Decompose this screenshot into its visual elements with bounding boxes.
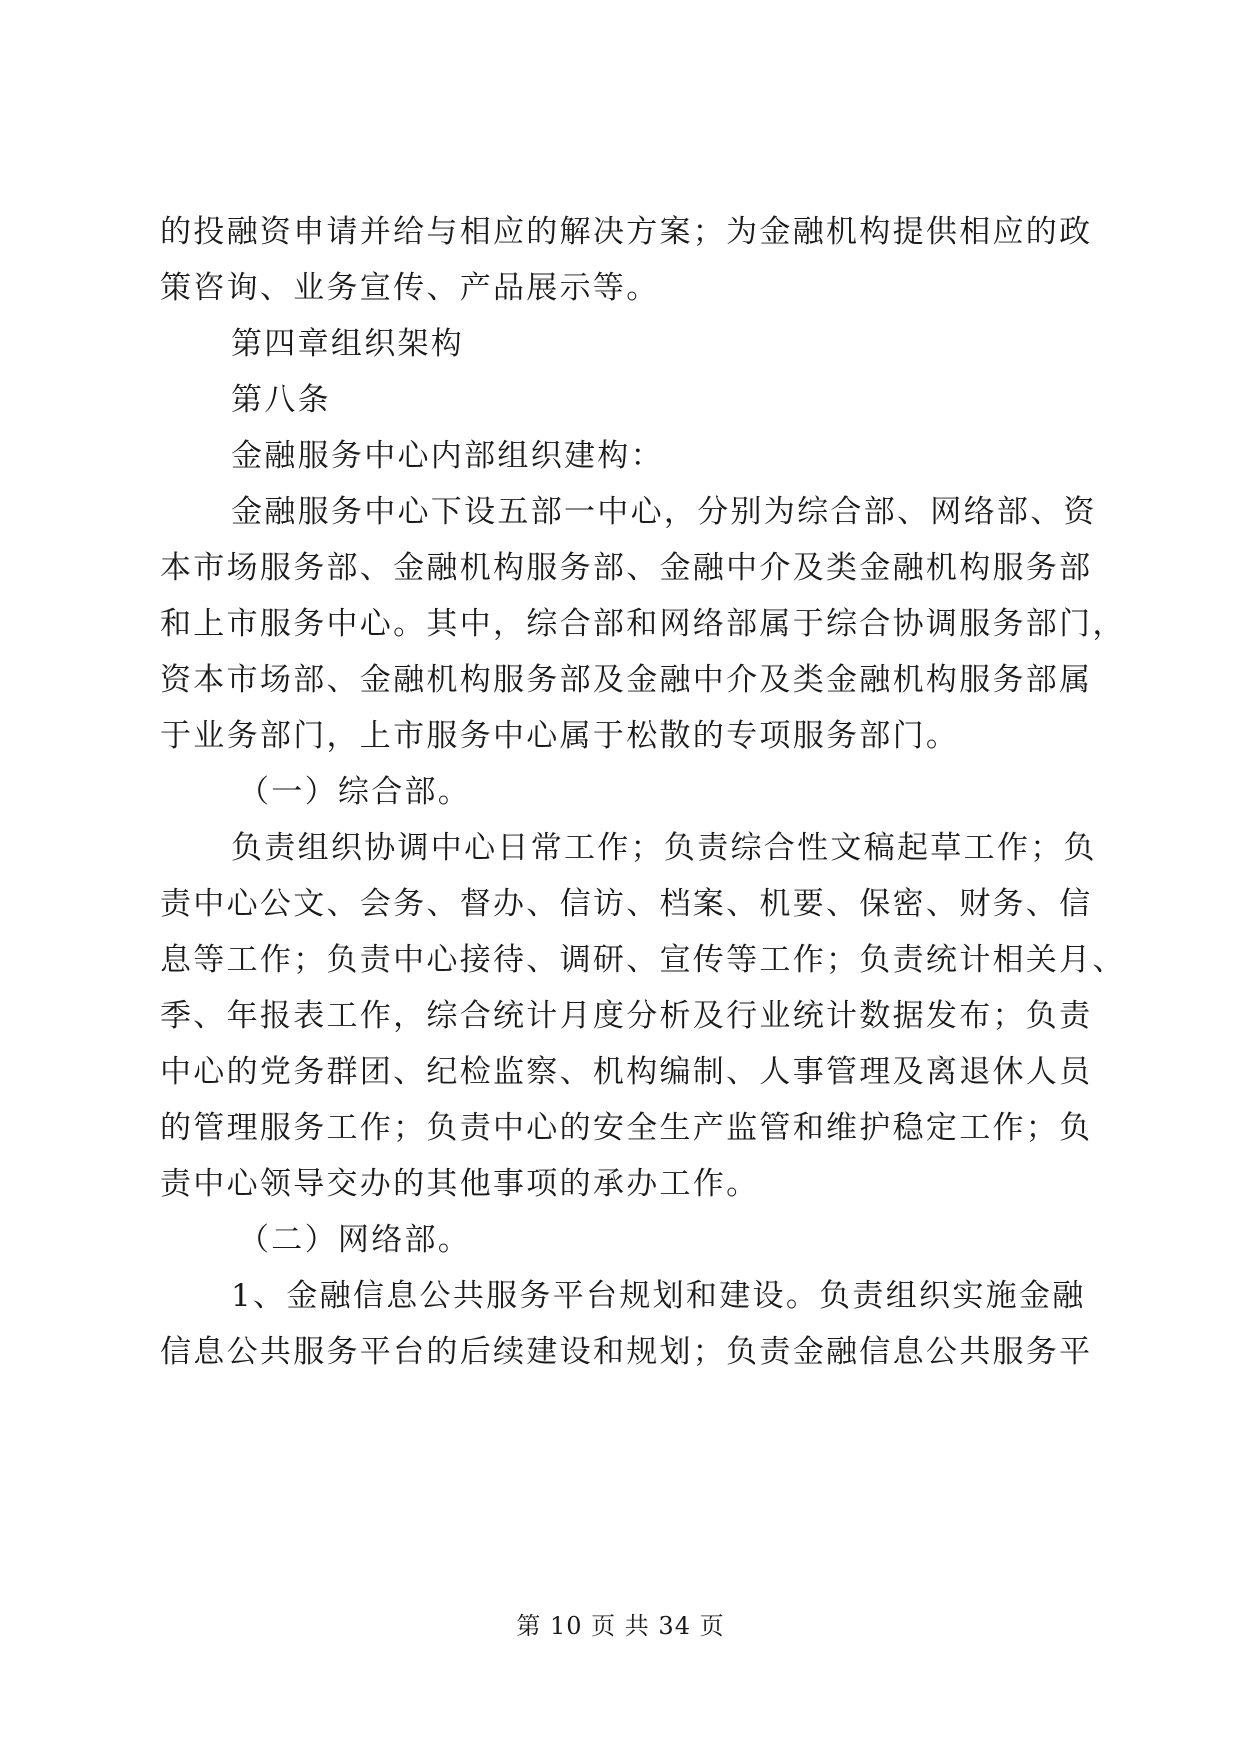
body-line: 和上市服务中心。其中，综合部和网络部属于综合协调服务部门， (160, 606, 1126, 642)
body-line: 的管理服务工作；负责中心的安全生产监管和维护稳定工作；负 (160, 1110, 1093, 1146)
body-line: 中心的党务群团、纪检监察、机构编制、人事管理及离退休人员 (160, 1054, 1093, 1090)
section-heading: （一）综合部。 (238, 774, 472, 810)
body-line: 信息公共服务平台的后续建设和规划；负责金融信息公共服务平 (160, 1334, 1093, 1370)
body-line: 季、年报表工作，综合统计月度分析及行业统计数据发布；负责 (160, 998, 1093, 1034)
body-line: 金融服务中心内部组织建构： (231, 438, 664, 474)
body-line: 责中心领导交办的其他事项的承办工作。 (160, 1166, 760, 1202)
body-line: 责中心公文、会务、督办、信访、档案、机要、保密、财务、信 (160, 886, 1093, 922)
body-line: 负责组织协调中心日常工作；负责综合性文稿起草工作；负 (231, 830, 1097, 866)
body-line: 于业务部门，上市服务中心属于松散的专项服务部门。 (160, 718, 960, 754)
page-footer: 第 10 页 共 34 页 (516, 1612, 725, 1640)
article-heading: 第八条 (231, 382, 331, 418)
section-heading: （二）网络部。 (238, 1222, 472, 1258)
chapter-heading: 第四章组织架构 (231, 326, 465, 362)
body-line: 本市场服务部、金融机构服务部、金融中介及类金融机构服务部 (160, 550, 1093, 586)
body-line: 资本市场部、金融机构服务部及金融中介及类金融机构服务部属 (160, 662, 1093, 698)
body-line: 策咨询、业务宣传、产品展示等。 (160, 270, 660, 306)
body-line: 金融服务中心下设五部一中心，分别为综合部、网络部、资 (231, 494, 1097, 530)
body-line: 1、金融信息公共服务平台规划和建设。负责组织实施金融 (231, 1278, 1086, 1314)
body-line: 息等工作；负责中心接待、调研、宣传等工作；负责统计相关月、 (160, 942, 1126, 978)
body-line: 的投融资申请并给与相应的解决方案；为金融机构提供相应的政 (160, 214, 1093, 250)
